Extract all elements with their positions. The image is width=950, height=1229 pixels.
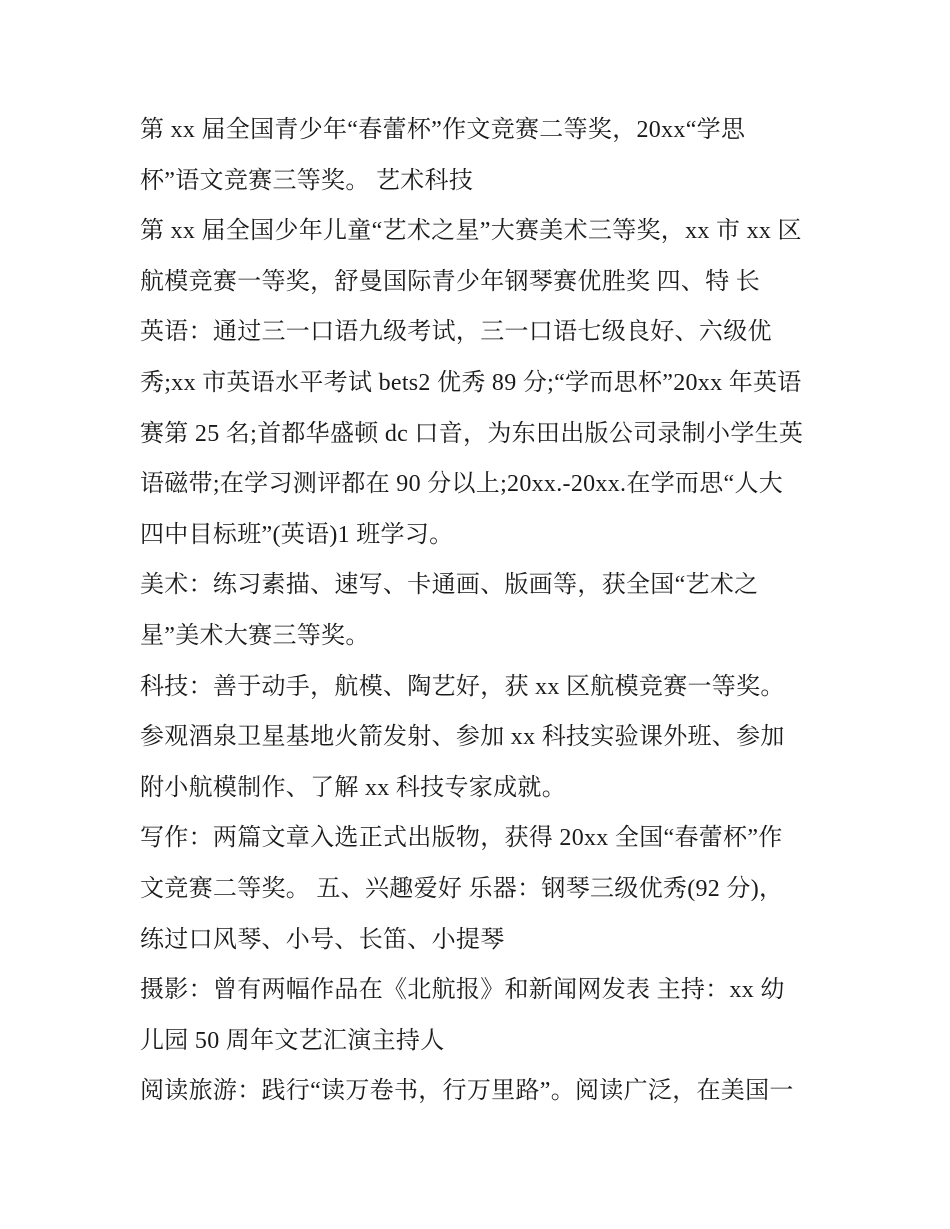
text-line: 写作：两篇文章入选正式出版物，获得 20xx 全国“春蕾杯”作 [140, 825, 783, 852]
text-line: 附小航模制作、了解 xx 科技专家成就。 [140, 774, 566, 801]
text-line: 练过口风琴、小号、长笛、小提琴 [140, 926, 505, 953]
text-line: 四中目标班”(英语)1 班学习。 [140, 521, 454, 548]
text-line: 语磁带;在学习测评都在 90 分以上;20xx.-20xx.在学而思“人大 [140, 471, 784, 498]
text-line: 赛第 25 名;首都华盛顿 dc 口音，为东田出版公司录制小学生英 [140, 420, 804, 447]
text-line: 科技：善于动手，航模、陶艺好，获 xx 区航模竞赛一等奖。 [140, 673, 785, 700]
text-line: 航模竞赛一等奖，舒曼国际青少年钢琴赛优胜奖 四、特 长 [140, 268, 761, 295]
text-line: 星”美术大赛三等奖。 [140, 622, 370, 649]
body-text [140, 105, 830, 1117]
text-line: 美术：练习素描、速写、卡通画、版画等，获全国“艺术之 [140, 572, 759, 599]
text-line: 第 xx 届全国少年儿童“艺术之星”大赛美术三等奖，xx 市 xx 区 [140, 218, 802, 245]
text-line: 杯”语文竞赛三等奖。 艺术科技 [140, 167, 474, 194]
text-line: 英语：通过三一口语九级考试，三一口语七级良好、六级优 [140, 319, 772, 346]
text-line: 第 xx 届全国青少年“春蕾杯”作文竞赛二等奖，20xx“学思 [140, 117, 746, 143]
text-line: 文竞赛二等奖。 五、兴趣爱好 乐器：钢琴三级优秀(92 分)， [140, 875, 784, 902]
text-line: 阅读旅游：践行“读万卷书，行万里路”。阅读广泛，在美国一 [140, 1078, 794, 1105]
text-line: 摄影：曾有两幅作品在《北航报》和新闻网发表 主持：xx 幼 [140, 977, 785, 1004]
text-line: 秀;xx 市英语水平考试 bets2 优秀 89 分;“学而思杯”20xx 年英语 [140, 369, 802, 396]
text-line: 参观酒泉卫星基地火箭发射、参加 xx 科技实验课外班、参加 [140, 724, 785, 751]
text-line: 儿园 50 周年文艺汇演主持人 [140, 1027, 445, 1054]
